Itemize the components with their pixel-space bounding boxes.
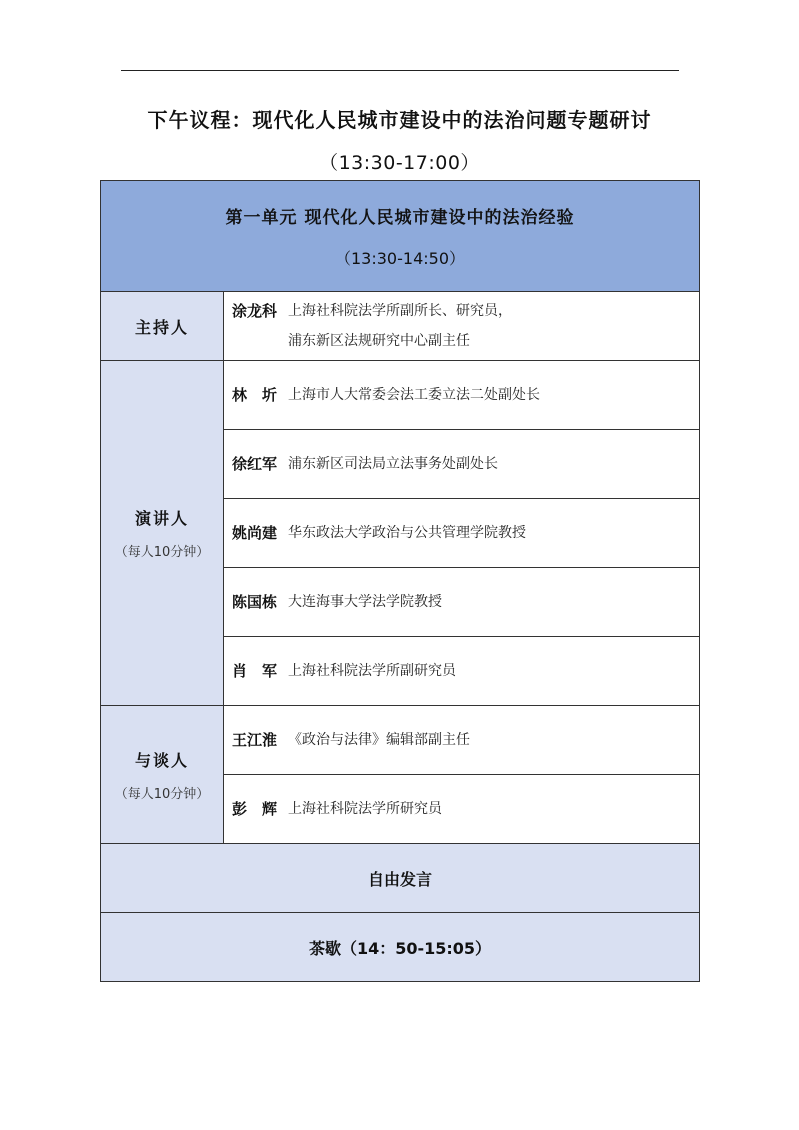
person-cell — [224, 292, 700, 361]
unit-header — [101, 181, 700, 292]
person-title: 上海社科院法学所副研究员 — [288, 663, 456, 679]
person-name: 徐红军 — [232, 455, 278, 473]
person-cell — [224, 637, 700, 706]
role-note: （每人10分钟） — [114, 786, 210, 802]
person-title: 华东政法大学政治与公共管理学院教授 — [288, 525, 526, 541]
role-note: （每人10分钟） — [114, 545, 210, 560]
person-title: 《政治与法律》编辑部副主任 — [288, 732, 470, 748]
person-name: 林 圻 — [232, 386, 278, 404]
role-label: 主持人 — [134, 317, 189, 337]
role-label: 演讲人 — [134, 509, 189, 528]
person-cell — [224, 706, 700, 775]
person-cell — [224, 775, 700, 844]
person-title: 上海社科院法学所研究员 — [288, 801, 442, 817]
table-row — [101, 361, 700, 430]
person-name: 彭 辉 — [232, 800, 278, 818]
agenda-table — [100, 180, 700, 982]
person-cell — [224, 361, 700, 430]
tea-break-row: 茶歇（14：50-15:05） — [101, 913, 700, 982]
person-title-line: 浦东新区法规研究中心副主任 — [288, 333, 470, 349]
person-title: 大连海事大学法学院教授 — [288, 594, 442, 610]
person-name: 肖 军 — [232, 662, 278, 680]
free-speech-row: 自由发言 — [101, 844, 700, 913]
person-cell — [224, 430, 700, 499]
person-title-line: 上海社科院法学所副所长、研究员， — [288, 303, 512, 319]
person-cell — [224, 568, 700, 637]
role-cell-host — [101, 292, 224, 361]
session-time: （13:30-17:00） — [319, 152, 480, 174]
table-row — [101, 706, 700, 775]
person-name: 姚尚建 — [232, 524, 278, 542]
role-cell-speakers — [101, 361, 224, 706]
page-title: 下午议程：现代化人民城市建设中的法治问题专题研讨 — [147, 108, 652, 132]
person-title — [288, 296, 512, 356]
unit-time: （13:30-14:50） — [335, 249, 465, 268]
person-cell — [224, 499, 700, 568]
person-name: 王江淮 — [232, 731, 278, 749]
unit-title: 第一单元 现代化人民城市建设中的法治经验 — [225, 208, 575, 228]
person-title: 浦东新区司法局立法事务处副处长 — [288, 456, 498, 472]
person-title: 上海市人大常委会法工委立法二处副处长 — [288, 387, 540, 403]
table-row — [101, 292, 700, 361]
top-rule — [121, 70, 679, 71]
person-name: 陈国栋 — [232, 593, 278, 611]
role-cell-discussants — [101, 706, 224, 844]
person-name: 涂龙科 — [232, 302, 278, 320]
role-label: 与谈人 — [134, 750, 189, 770]
